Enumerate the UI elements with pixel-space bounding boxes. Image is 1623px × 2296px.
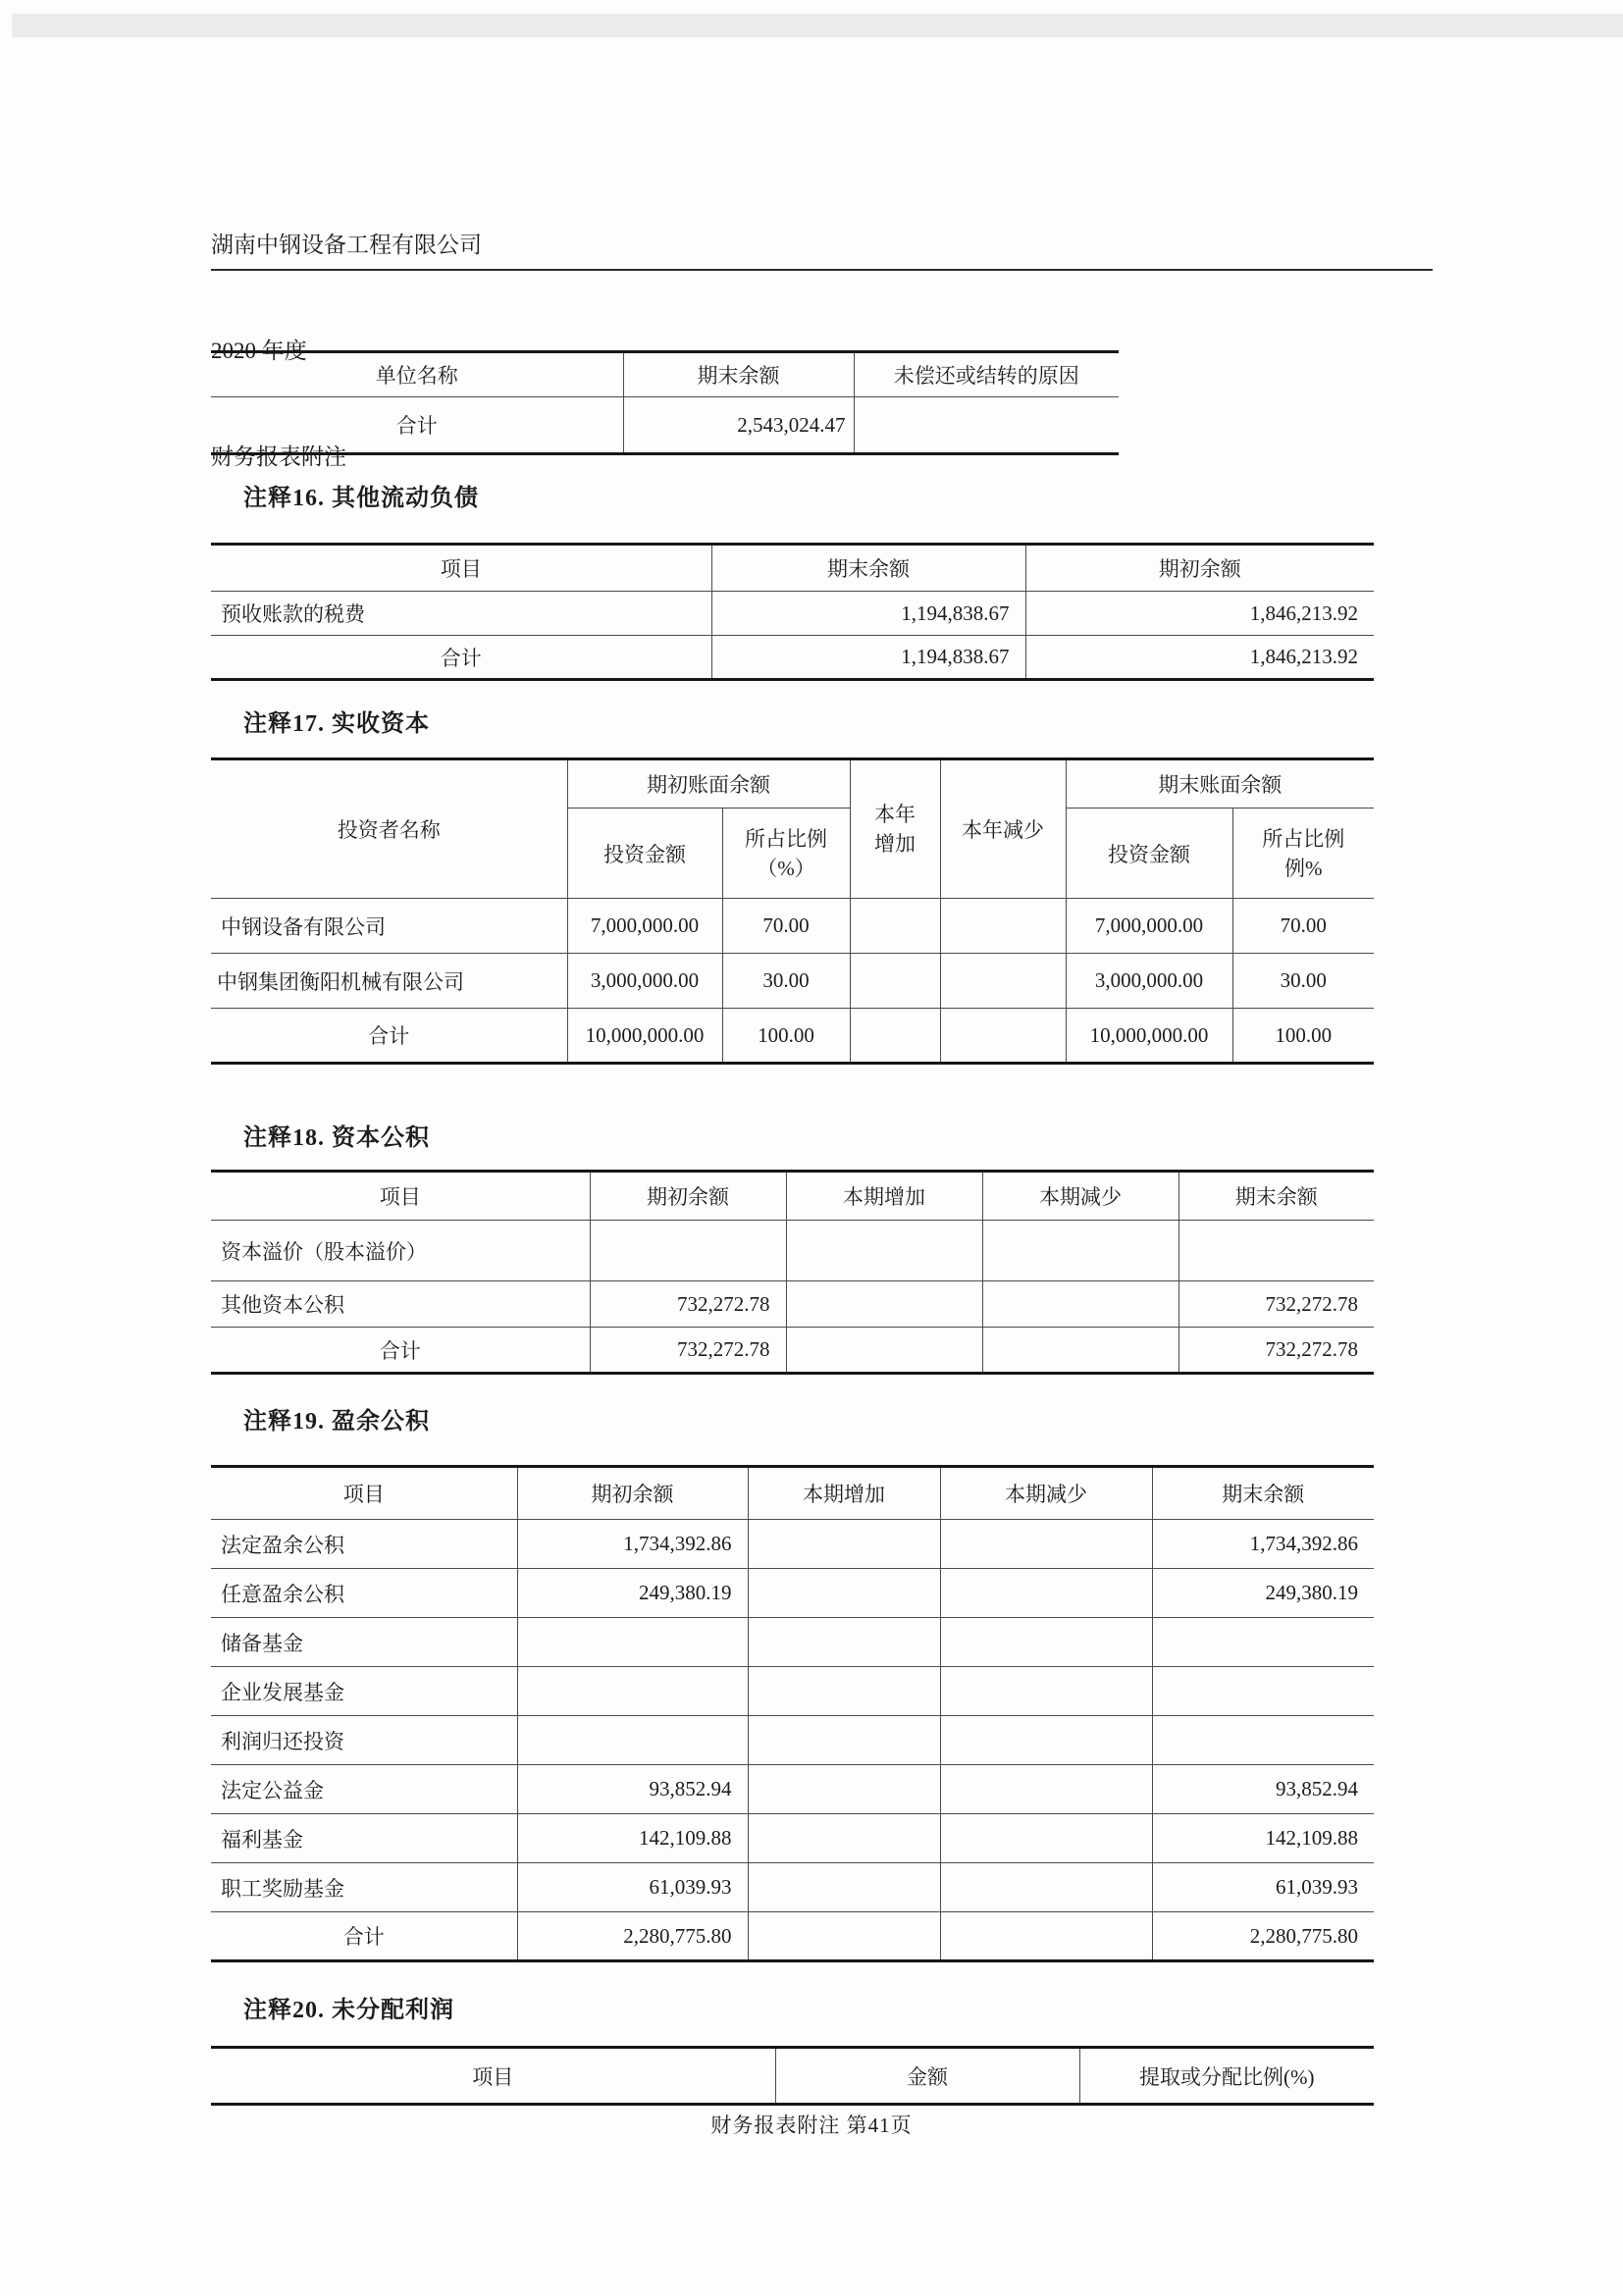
amount-cell: [1152, 1716, 1374, 1765]
unit-name-header: 单位名称: [211, 352, 623, 397]
amount-cell: [786, 1221, 982, 1281]
table-row: [211, 1667, 1374, 1716]
beginning-balance-header: 期初余额: [517, 1467, 748, 1520]
note16-title: 注释16. 其他流动负债: [243, 486, 479, 511]
page-footer: 财务报表附注 第41页: [710, 2113, 913, 2137]
amount-cell: [748, 1912, 940, 1961]
amount-cell: 10,000,000.00: [567, 1009, 722, 1064]
carryover-table: [211, 350, 1119, 455]
item-cell: 利润归还投资: [211, 1716, 517, 1765]
amount-cell: [786, 1328, 982, 1374]
note19-title: 注释19. 盈余公积: [243, 1409, 430, 1435]
amount-cell: 7,000,000.00: [567, 899, 722, 954]
amount-cell: [1178, 1221, 1374, 1281]
amount-cell: 3,000,000.00: [1066, 954, 1232, 1009]
amount-cell: 1,846,213.92: [1025, 636, 1374, 680]
ratio-cell: 70.00: [1232, 899, 1374, 954]
amount-cell: 732,272.78: [590, 1328, 786, 1374]
note19-table: [211, 1465, 1374, 1962]
increase-cell: [850, 899, 940, 954]
beginning-amount-header: 投资金额: [567, 809, 722, 899]
amount-cell: 142,109.88: [517, 1814, 748, 1863]
ratio-cell: 70.00: [722, 899, 850, 954]
amount-cell: [940, 1912, 1152, 1961]
beginning-balance-header: 期初余额: [1025, 545, 1374, 592]
table-header-row: [211, 2048, 1374, 2105]
amount-cell: 1,734,392.86: [1152, 1520, 1374, 1569]
amount-cell: [748, 1569, 940, 1618]
total-label-cell: 合计: [211, 397, 623, 454]
amount-cell: [517, 1716, 748, 1765]
table-row: [211, 899, 1374, 954]
amount-cell: 732,272.78: [590, 1281, 786, 1328]
table-row: [211, 1009, 1374, 1064]
table-row: [211, 1569, 1374, 1618]
beginning-group-header: 期初账面余额: [567, 759, 850, 809]
ending-balance-header: 期末余额: [1152, 1467, 1374, 1520]
amount-cell: [940, 1667, 1152, 1716]
item-cell: 法定公益金: [211, 1765, 517, 1814]
item-cell: 任意盈余公积: [211, 1569, 517, 1618]
amount-cell: 1,194,838.67: [711, 636, 1025, 680]
ending-group-header: 期末账面余额: [1066, 759, 1374, 809]
amount-cell: 1,734,392.86: [517, 1520, 748, 1569]
amount-cell: 2,543,024.47: [623, 397, 854, 454]
amount-cell: [940, 1569, 1152, 1618]
amount-cell: 61,039.93: [517, 1863, 748, 1912]
doc-title: 财务报表附注: [211, 444, 346, 469]
ratio-cell: 30.00: [722, 954, 850, 1009]
decrease-cell: [940, 899, 1066, 954]
table-header-row: [211, 1467, 1374, 1520]
table-row: [211, 1716, 1374, 1765]
amount-cell: 61,039.93: [1152, 1863, 1374, 1912]
amount-cell: [940, 1716, 1152, 1765]
amount-cell: 732,272.78: [1178, 1328, 1374, 1374]
decrease-header: 本期减少: [982, 1172, 1178, 1221]
ending-balance-header: 期末余额: [711, 545, 1025, 592]
table-row: [211, 954, 1374, 1009]
amount-cell: [1152, 1618, 1374, 1667]
table-header-row: [211, 352, 1119, 397]
increase-cell: [850, 1009, 940, 1064]
amount-cell: [517, 1667, 748, 1716]
ratio-cell: 100.00: [1232, 1009, 1374, 1064]
amount-cell: [748, 1765, 940, 1814]
investor-header: 投资者名称: [211, 759, 567, 899]
increase-header: 本期增加: [748, 1467, 940, 1520]
beginning-ratio-header: 所占比例 （%）: [722, 809, 850, 899]
item-cell: 福利基金: [211, 1814, 517, 1863]
total-label-cell: 合计: [211, 636, 711, 680]
table-row: [211, 1281, 1374, 1328]
amount-cell: [748, 1716, 940, 1765]
ratio-cell: 30.00: [1232, 954, 1374, 1009]
total-label-cell: 合计: [211, 1912, 517, 1961]
scan-artifact-band: [12, 14, 1623, 37]
ending-balance-header: 期末余额: [623, 352, 854, 397]
ending-balance-header: 期末余额: [1178, 1172, 1374, 1221]
increase-header: 本年 增加: [850, 759, 940, 899]
decrease-cell: [940, 954, 1066, 1009]
note20-table: [211, 2046, 1374, 2106]
amount-cell: 93,852.94: [517, 1765, 748, 1814]
beginning-balance-header: 期初余额: [590, 1172, 786, 1221]
item-cell: 储备基金: [211, 1618, 517, 1667]
amount-cell: [748, 1520, 940, 1569]
reason-header: 未偿还或结转的原因: [854, 352, 1119, 397]
table-row: [211, 1221, 1374, 1281]
item-cell: 资本溢价（股本溢价）: [211, 1221, 590, 1281]
amount-cell: [940, 1863, 1152, 1912]
decrease-header: 本期减少: [940, 1467, 1152, 1520]
amount-cell: 93,852.94: [1152, 1765, 1374, 1814]
header-rule: [211, 269, 1433, 271]
table-row: [211, 1520, 1374, 1569]
amount-cell: [982, 1221, 1178, 1281]
amount-cell: [982, 1281, 1178, 1328]
table-row: [211, 1618, 1374, 1667]
decrease-header: 本年减少: [940, 759, 1066, 899]
note16-table: [211, 543, 1374, 681]
amount-cell: 2,280,775.80: [1152, 1912, 1374, 1961]
amount-cell: 3,000,000.00: [567, 954, 722, 1009]
amount-cell: 7,000,000.00: [1066, 899, 1232, 954]
item-header: 项目: [211, 1467, 517, 1520]
amount-cell: 2,280,775.80: [517, 1912, 748, 1961]
note18-table: [211, 1170, 1374, 1375]
ratio-cell: 100.00: [722, 1009, 850, 1064]
note20-title: 注释20. 未分配利润: [243, 1998, 454, 2023]
item-header: 项目: [211, 2048, 775, 2105]
amount-cell: 249,380.19: [1152, 1569, 1374, 1618]
amount-cell: 142,109.88: [1152, 1814, 1374, 1863]
item-cell: 法定盈余公积: [211, 1520, 517, 1569]
table-row: [211, 636, 1374, 680]
company-name: 湖南中钢设备工程有限公司: [211, 233, 482, 257]
amount-cell: [748, 1667, 940, 1716]
investor-cell: 中钢设备有限公司: [211, 899, 567, 954]
item-header: 项目: [211, 545, 711, 592]
ending-ratio-header: 所占比例 例%: [1232, 809, 1374, 899]
table-header-row: [211, 545, 1374, 592]
table-row: [211, 397, 1119, 454]
table-row: [211, 1912, 1374, 1961]
note18-title: 注释18. 资本公积: [243, 1125, 430, 1151]
amount-cell: [982, 1328, 1178, 1374]
amount-cell: 10,000,000.00: [1066, 1009, 1232, 1064]
table-row: [211, 592, 1374, 636]
reason-cell: [854, 397, 1119, 454]
table-row: [211, 1328, 1374, 1374]
table-row: [211, 1814, 1374, 1863]
fiscal-year: 2020 年度: [211, 339, 307, 363]
investor-cell: 中钢集团衡阳机械有限公司: [211, 954, 567, 1009]
decrease-cell: [940, 1009, 1066, 1064]
ending-amount-header: 投资金额: [1066, 809, 1232, 899]
amount-cell: [748, 1618, 940, 1667]
table-row: [211, 1765, 1374, 1814]
note17-title: 注释17. 实收资本: [243, 711, 430, 737]
item-header: 项目: [211, 1172, 590, 1221]
ratio-header: 提取或分配比例(%): [1079, 2048, 1374, 2105]
amount-cell: [590, 1221, 786, 1281]
item-cell: 预收账款的税费: [211, 592, 711, 636]
increase-cell: [850, 954, 940, 1009]
amount-cell: [748, 1863, 940, 1912]
amount-cell: [748, 1814, 940, 1863]
amount-cell: [517, 1618, 748, 1667]
item-cell: 其他资本公积: [211, 1281, 590, 1328]
total-label-cell: 合计: [211, 1009, 567, 1064]
table-header-row: [211, 1172, 1374, 1221]
note17-table: [211, 757, 1374, 1065]
amount-cell: [786, 1281, 982, 1328]
amount-cell: [940, 1765, 1152, 1814]
item-cell: 职工奖励基金: [211, 1863, 517, 1912]
amount-cell: 732,272.78: [1178, 1281, 1374, 1328]
amount-header: 金额: [775, 2048, 1079, 2105]
amount-cell: [940, 1520, 1152, 1569]
amount-cell: 1,846,213.92: [1025, 592, 1374, 636]
amount-cell: 1,194,838.67: [711, 592, 1025, 636]
increase-header: 本期增加: [786, 1172, 982, 1221]
table-header-row: [211, 759, 1374, 809]
amount-cell: [940, 1618, 1152, 1667]
amount-cell: [1152, 1667, 1374, 1716]
total-label-cell: 合计: [211, 1328, 590, 1374]
amount-cell: [940, 1814, 1152, 1863]
item-cell: 企业发展基金: [211, 1667, 517, 1716]
amount-cell: 249,380.19: [517, 1569, 748, 1618]
table-row: [211, 1863, 1374, 1912]
